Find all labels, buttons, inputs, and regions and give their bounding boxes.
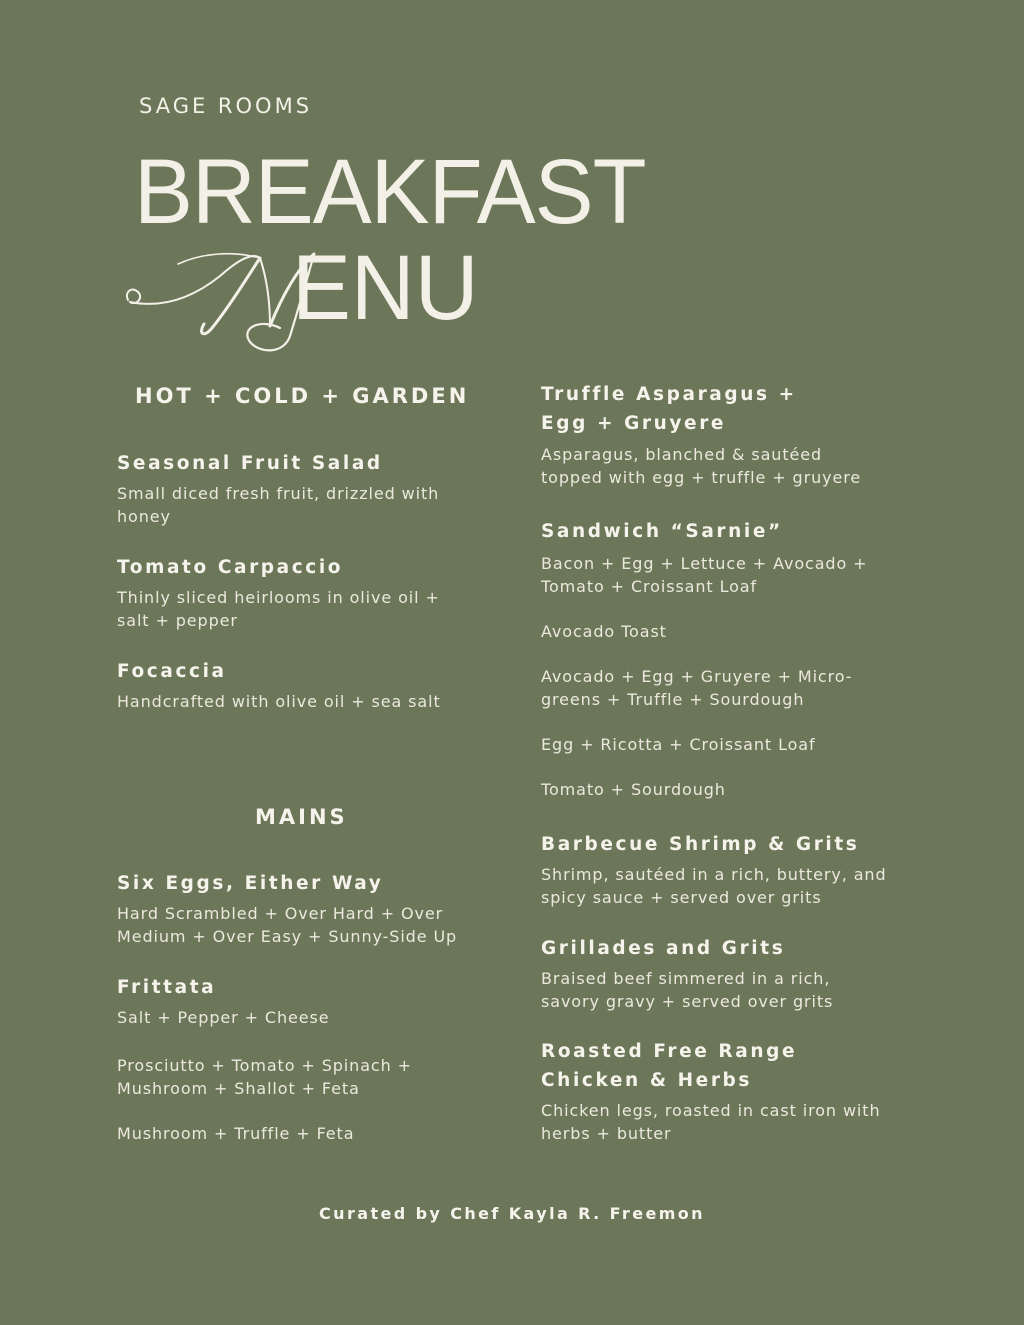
item-description: [117, 1006, 497, 1029]
sandwich-option: [541, 778, 921, 801]
sandwich-option: [541, 733, 921, 756]
menu-item-roasted-chicken: [541, 1037, 921, 1145]
menu-item-focaccia: [117, 657, 497, 713]
desc-line: Braised beef simmered in a rich,: [541, 969, 831, 988]
desc-line: Salt + Pepper + Cheese: [117, 1008, 330, 1027]
item-title: [541, 380, 921, 438]
title-line: Chicken & Herbs: [541, 1070, 753, 1091]
menu-item-sandwich: [541, 517, 921, 546]
title-menu-rest: ENU: [292, 237, 479, 339]
item-description: [541, 967, 921, 1013]
item-title: Barbecue Shrimp & Grits: [541, 834, 860, 855]
sandwich-option: [541, 552, 921, 598]
item-description: [541, 1099, 921, 1145]
title-breakfast: BREAKFAST: [134, 141, 646, 243]
desc-line: spicy sauce + served over grits: [541, 888, 822, 907]
item-title: Grillades and Grits: [541, 938, 786, 959]
item-title: Six Eggs, Either Way: [117, 873, 384, 894]
menu-item-tomato-carpaccio: [117, 553, 497, 632]
section-heading-mains: MAINS: [255, 805, 348, 829]
desc-line: Avocado + Egg + Gruyere + Micro-: [541, 667, 853, 686]
item-title: Sandwich “Sarnie”: [541, 521, 783, 542]
sandwich-option: [541, 620, 921, 643]
item-title: Tomato Carpaccio: [117, 557, 344, 578]
desc-line: honey: [117, 507, 171, 526]
brand-name: SAGE ROOMS: [139, 94, 313, 118]
desc-line: Egg + Ricotta + Croissant Loaf: [541, 735, 816, 754]
desc-line: greens + Truffle + Sourdough: [541, 690, 805, 709]
desc-line: Chicken legs, roasted in cast iron with: [541, 1101, 881, 1120]
desc-line: Mushroom + Truffle + Feta: [117, 1124, 355, 1143]
desc-line: Asparagus, blanched & sautéed: [541, 445, 823, 464]
item-description: [117, 902, 497, 948]
desc-line: salt + pepper: [117, 611, 238, 630]
item-title: Focaccia: [117, 661, 227, 682]
desc-line: Bacon + Egg + Lettuce + Avocado +: [541, 554, 868, 573]
desc-line: Handcrafted with olive oil + sea salt: [117, 692, 441, 711]
desc-line: topped with egg + truffle + gruyere: [541, 468, 862, 487]
menu-item-seasonal-fruit-salad: [117, 449, 497, 528]
desc-line: Small diced fresh fruit, drizzled with: [117, 484, 440, 503]
title-line: Roasted Free Range: [541, 1041, 798, 1062]
item-description: [541, 863, 921, 909]
item-description: [541, 443, 921, 489]
menu-item-grillades: [541, 934, 921, 1013]
frittata-option: [117, 1054, 497, 1100]
desc-line: Hard Scrambled + Over Hard + Over: [117, 904, 444, 923]
menu-item-barbecue-shrimp: [541, 830, 921, 909]
title-line: Egg + Gruyere: [541, 413, 727, 434]
item-description: [117, 690, 497, 713]
desc-line: Shrimp, sautéed in a rich, buttery, and: [541, 865, 887, 884]
menu-item-truffle-asparagus: [541, 380, 921, 489]
item-title: Frittata: [117, 977, 217, 998]
desc-line: Tomato + Croissant Loaf: [541, 577, 758, 596]
item-description: [117, 586, 497, 632]
desc-line: Thinly sliced heirlooms in olive oil +: [117, 588, 440, 607]
title-line: Truffle Asparagus +: [541, 384, 797, 405]
item-title: [541, 1037, 921, 1095]
chef-credit: Curated by Chef Kayla R. Freemon: [319, 1204, 705, 1223]
desc-line: Tomato + Sourdough: [541, 780, 726, 799]
desc-line: herbs + butter: [541, 1124, 672, 1143]
section-heading-hot-cold-garden: HOT + COLD + GARDEN: [135, 384, 470, 408]
item-title: Seasonal Fruit Salad: [117, 453, 383, 474]
frittata-option: [117, 1122, 497, 1145]
item-description: [117, 482, 497, 528]
menu-item-frittata: [117, 973, 497, 1029]
desc-line: Prosciutto + Tomato + Spinach +: [117, 1056, 412, 1075]
desc-line: Avocado Toast: [541, 622, 667, 641]
desc-line: Mushroom + Shallot + Feta: [117, 1079, 360, 1098]
sandwich-option: [541, 665, 921, 711]
desc-line: savory gravy + served over grits: [541, 992, 834, 1011]
desc-line: Medium + Over Easy + Sunny-Side Up: [117, 927, 458, 946]
menu-item-six-eggs: [117, 869, 497, 948]
